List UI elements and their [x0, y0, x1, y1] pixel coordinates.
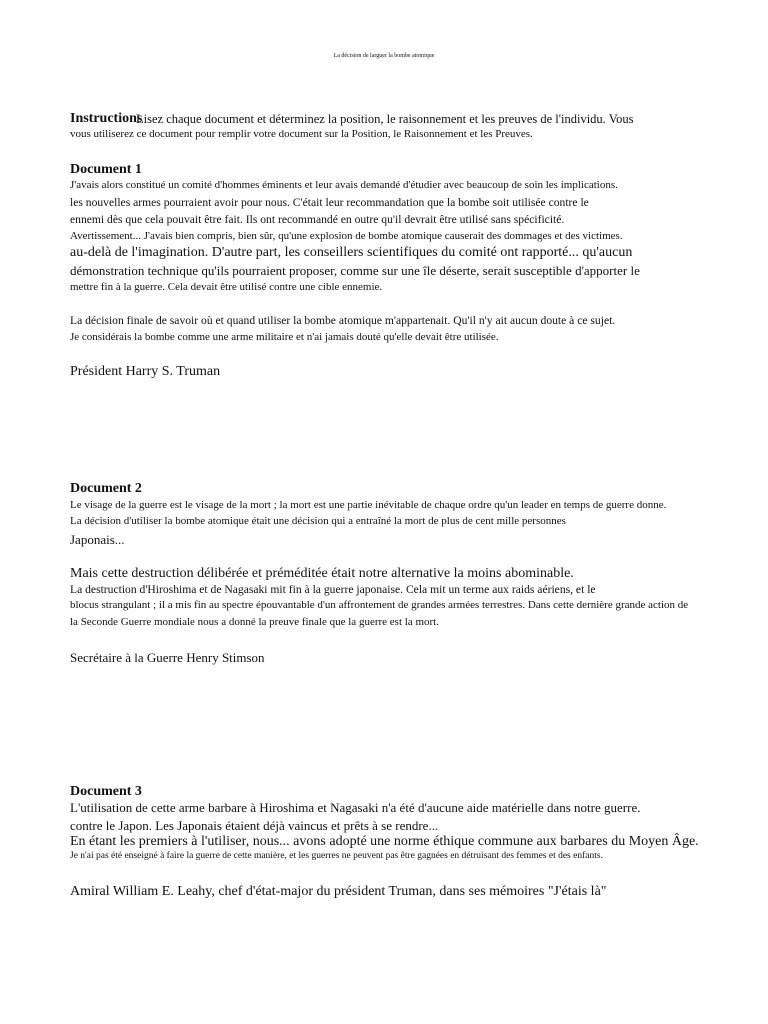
document-1-line: La décision finale de savoir où et quand utiliser la bombe atomique m'appartenait. Qu'il n'y ait aucun doute à ce sujet.: [70, 314, 616, 327]
document-1-line: Avertissement... J'avais bien compris, bien sûr, qu'une explosion de bombe atomique causerait des dommages et des victimes.: [70, 230, 623, 242]
document-1-line: J'avais alors constitué un comité d'hommes éminents et leur avais demandé d'étudier avec beaucoup de soin les implications.: [70, 179, 618, 191]
document-2-heading: Document 2: [70, 481, 142, 496]
document-2-author: Secrétaire à la Guerre Henry Stimson: [70, 650, 265, 665]
page-title: La décision de larguer la bombe atomique: [333, 53, 435, 59]
document-1-line: les nouvelles armes pourraient avoir pour nous. C'était leur recommandation que la bombe soit utilisée contre le: [70, 196, 589, 209]
instructions-text-line-2: vous utiliserez ce document pour remplir votre document sur la Position, le Raisonnement et les Preuves.: [70, 128, 533, 140]
document-2-line: La décision d'utiliser la bombe atomique était une décision qui a entraîné la mort de plus de cent mille personnes: [70, 515, 566, 527]
document-3-line: Je n'ai pas été enseigné à faire la guerre de cette manière, et les guerres ne peuvent pas être gagnées en détruisant des femmes et des enfants.: [70, 851, 603, 861]
document-2-line: blocus strangulant ; il a mis fin au spectre épouvantable d'un affrontement de grandes armées terrestres. Dans cette dernière grande action de: [70, 599, 689, 611]
document-3-heading: Document 3: [70, 784, 142, 799]
document-3-author: Amiral William E. Leahy, chef d'état-major du président Truman, dans ses mémoires "J'étais là": [70, 884, 607, 899]
instructions-label: Instructions: [70, 111, 143, 126]
document-2-line: Le visage de la guerre est le visage de la mort ; la mort est une partie inévitable de chaque ordre qu'un leader en temps de guerre donne.: [70, 499, 667, 511]
document-1-line: Je considérais la bombe comme une arme militaire et n'ai jamais douté qu'elle devait être utilisée.: [70, 331, 499, 343]
document-3-line: En étant les premiers à l'utiliser, nous... avons adopté une norme éthique commune aux barbares du Moyen Âge.: [70, 834, 699, 849]
document-1-line: démonstration technique qu'ils pourraient proposer, comme sur une île déserte, serait susceptible d'apporter le: [70, 263, 640, 278]
document-2-line: la Seconde Guerre mondiale nous a donné la preuve finale que la guerre est la mort.: [70, 616, 439, 628]
document-1-line: au-delà de l'imagination. D'autre part, les conseillers scientifiques du comité ont rapporté... qu'aucun: [70, 245, 633, 260]
document-3-line: L'utilisation de cette arme barbare à Hiroshima et Nagasaki n'a été d'aucune aide matérielle dans notre guerre.: [70, 800, 641, 815]
document-1-line: ennemi dès que cela pouvait être fait. Ils ont recommandé en outre qu'il devrait être utilisé sans spécificité.: [70, 213, 565, 226]
document-2-line: Mais cette destruction délibérée et préméditée était notre alternative la moins abominable.: [70, 566, 574, 581]
document-1-author: Président Harry S. Truman: [70, 364, 221, 379]
document-3-line: contre le Japon. Les Japonais étaient déjà vaincus et prêts à se rendre...: [70, 818, 439, 833]
document-1-line: mettre fin à la guerre. Cela devait être utilisé contre une cible ennemie.: [70, 281, 383, 293]
document-2-line: La destruction d'Hiroshima et de Nagasaki mit fin à la guerre japonaise. Cela mit un terme aux raids aériens, et le: [70, 583, 596, 596]
document-1-heading: Document 1: [70, 162, 142, 177]
instructions-text-line-1: Lisez chaque document et déterminez la position, le raisonnement et les preuves de l'individu. Vous: [136, 112, 634, 126]
document-2-line: Japonais...: [70, 532, 125, 547]
